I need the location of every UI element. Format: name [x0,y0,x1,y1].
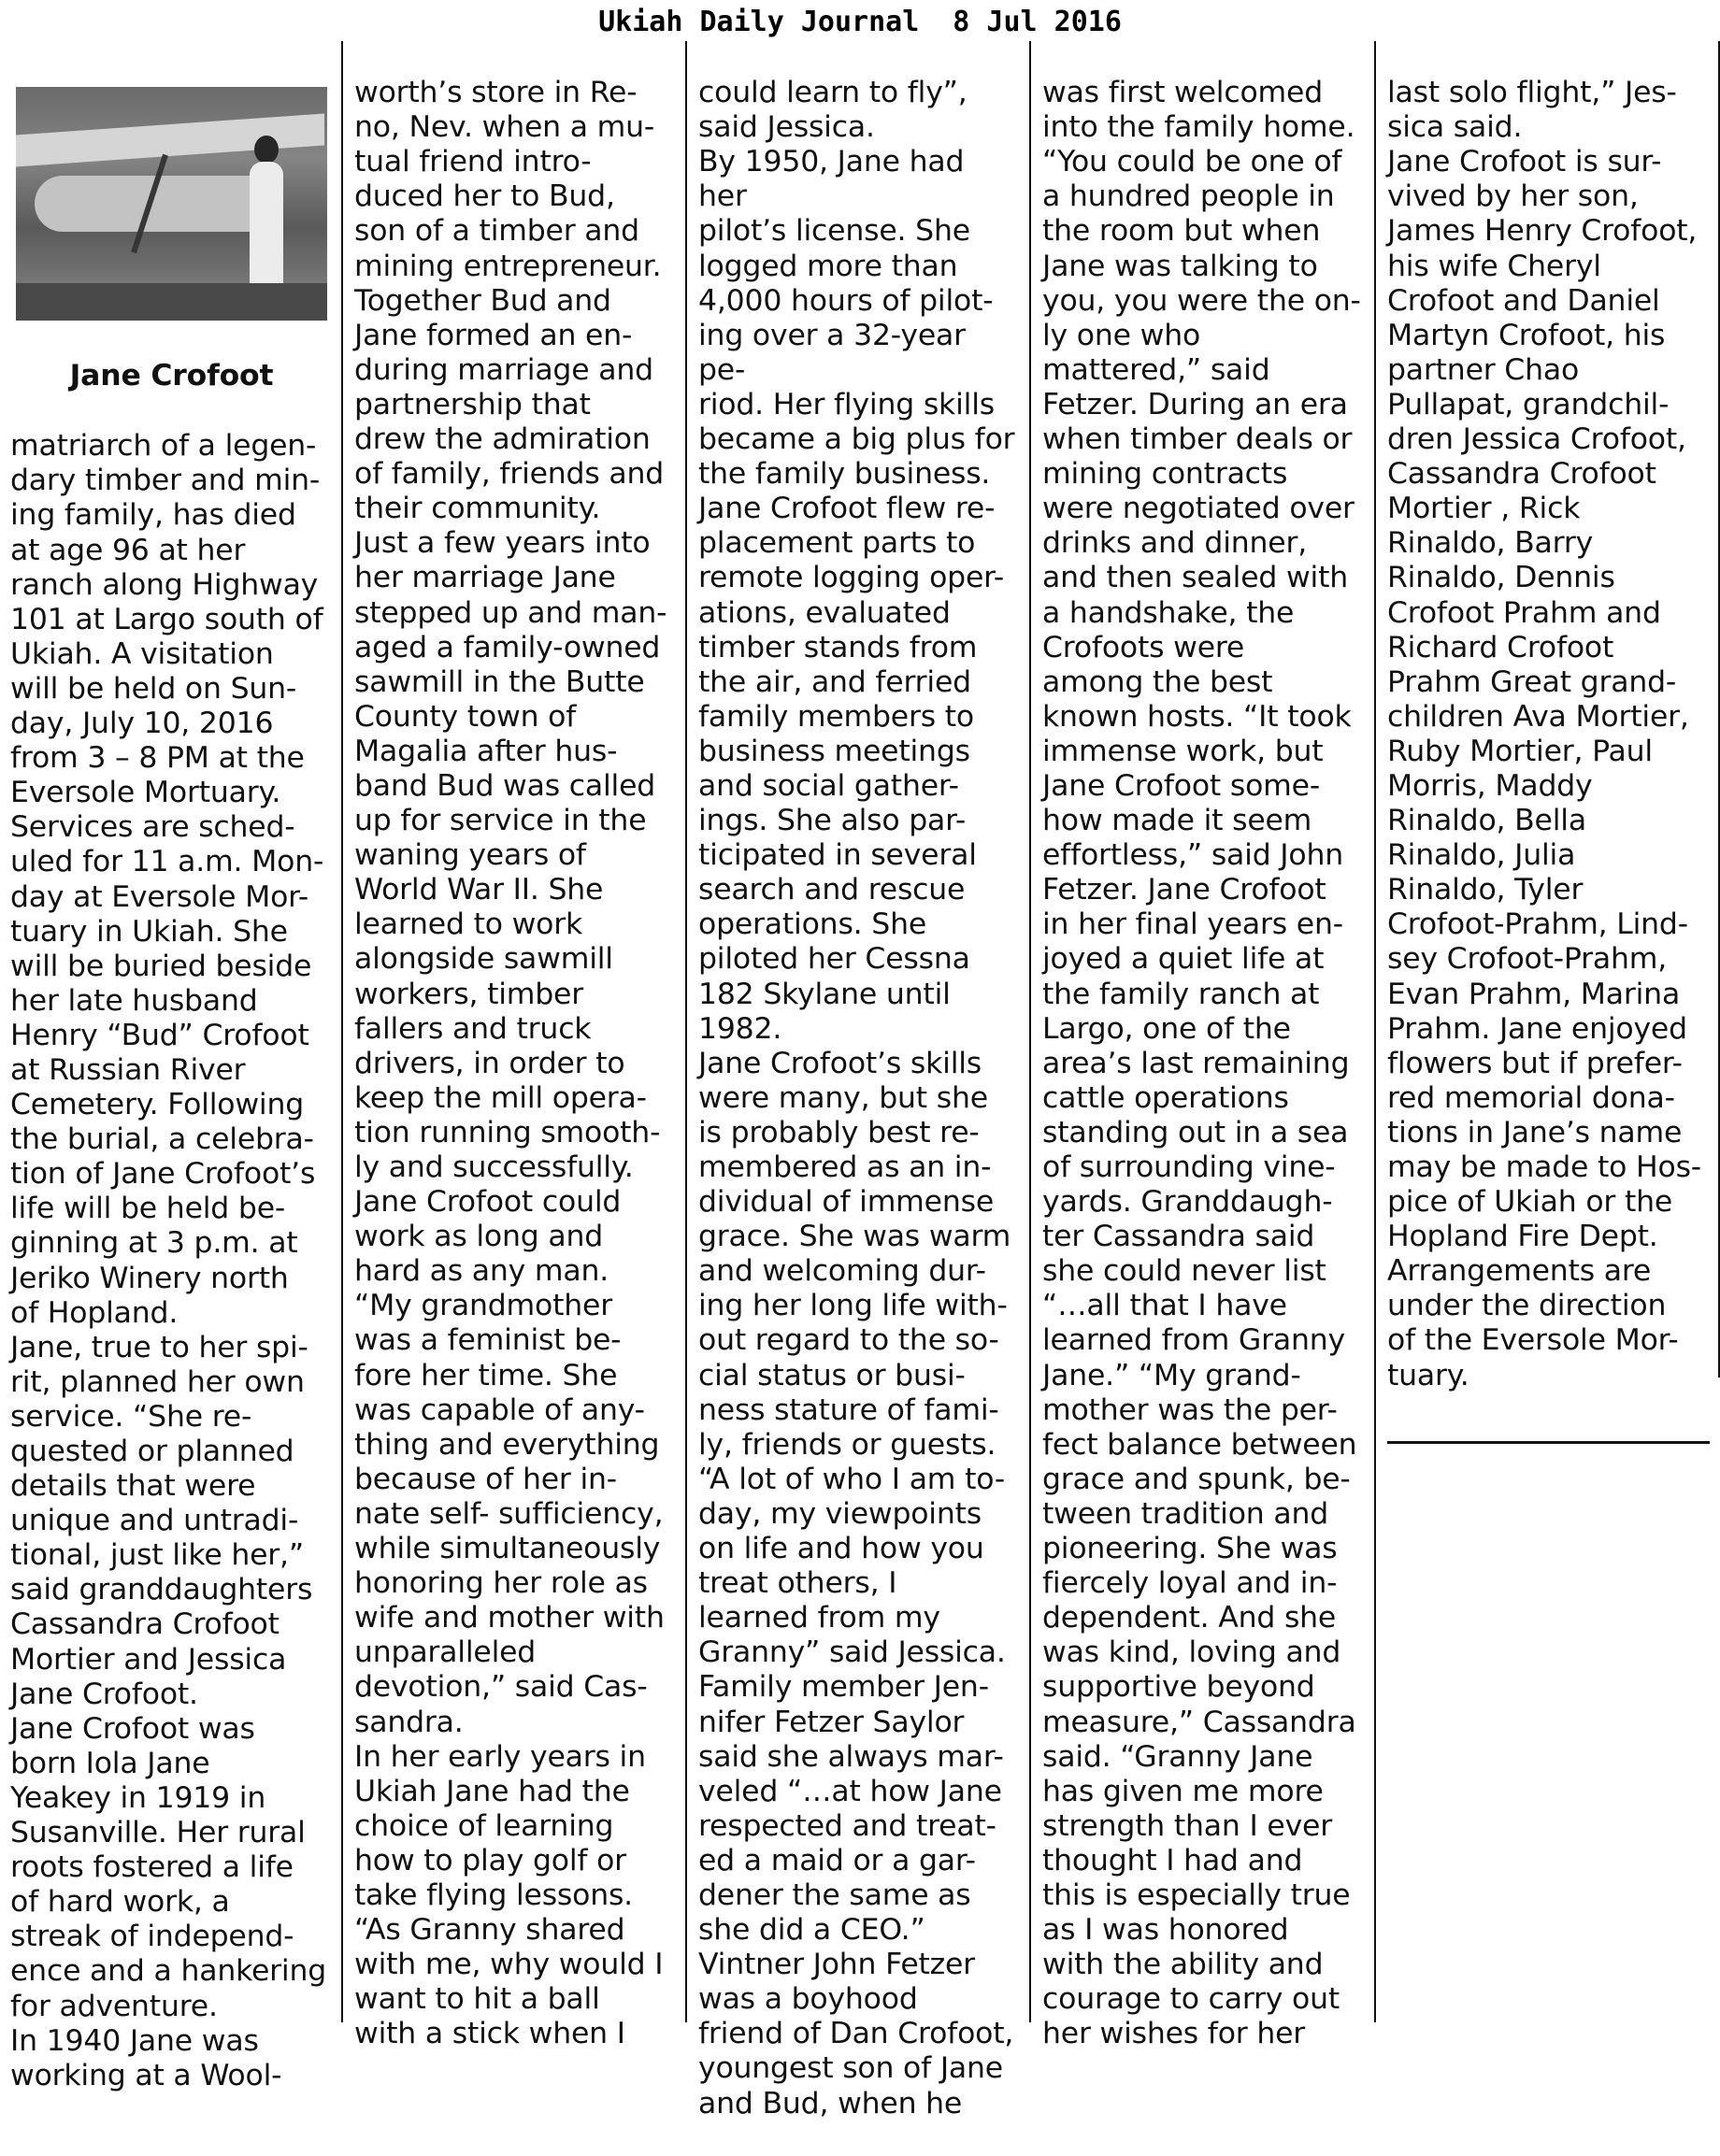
publication-name: Ukiah Daily Journal [598,6,920,38]
photo-ground [16,283,327,321]
column-5-text: last solo flight,” Jes- sica said. Jane Crofoot is sur- vived by her son, James Henry Crofoot, his wife Cheryl Crofoot and Daniel Martyn Crofoot, his partner Chao Pullapat, grandchil- dren Jessica Crofoot, Cassandra Crofoot Mortier , Rick Rinaldo, Barry Rinaldo, Dennis Crofoot Prahm and Richard Crofoot Prahm Great grand- children Ava Mortier, Ruby Mortier, Paul Morris, Maddy Rinaldo, Bella Rinaldo, Julia Rinaldo, Tyler Crofoot-Prahm, Lind- sey Crofoot-Prahm, Evan Prahm, Marina Prahm. Jane enjoyed flowers but if prefer- red memorial dona- tions in Jane’s name may be made to Hos- pice of Ukiah or the Hopland Fire Dept. Arrangements are under the direction of the Eversole Mor- tuary. [1387,76,1701,1392]
publication-date: 8 Jul 2016 [953,6,1122,38]
article-column-5 [1387,41,1710,1478]
column-1-text: matriarch of a legen- dary timber and min- ing family, has died at age 96 at her ranch along Highway 101 at Largo south of Ukiah. A visitation will be held on Sun- day, July 10, 2016 from 3 – 8 PM at the Eversole Mortuary. Services are sched- uled for 11 a.m. Mon- day at Eversole Mor- tuary in Ukiah. She will be buried beside her late husband Henry “Bud” Crofoot at Russian River Cemetery. Following the burial, a celebra- tion of Jane Crofoot’s life will be held be- ginning at 3 p.m. at Jeriko Winery north of Hopland. Jane, true to her spi- rit, planned her own service. “She re- quested or planned details that were unique and untradi- tional, just like her,” said granddaughters Cassandra Crofoot Mortier and Jessica Jane Crofoot. Jane Crofoot was born Iola Jane Yeakey in 1919 in Susanville. Her rural roots fostered a life of hard work, a streak of independ- ence and a hankering for adventure. In 1940 Jane was working at a Wool- [10,429,327,2092]
article-column-2 [354,41,677,2087]
article-column-4 [1042,41,1369,2087]
column-3-text: could learn to fly”, said Jessica. By 1950, Jane had her pilot’s license. She logged more than 4,000 hours of pilot- ing over a 32-year pe- riod. Her flying skills became a big plus for the family business. Jane Crofoot flew re- placement parts to remote logging oper- ations, evaluated timber stands from the air, and ferried family members to business meetings and social gather- ings. She also par- ticipated in several search and rescue operations. She piloted her Cessna 182 Skylane until 1982. Jane Crofoot’s skills were many, but she is probably best re- membered as an in- dividual of immense grace. She was warm and welcoming dur- ing her long life with- out regard to the so- cial status or busi- ness stature of fami- ly, friends or guests. “A lot of who I am to- day, my viewpoints on life and how you treat others, I learned from my Granny” said Jessica. Family member Jen- nifer Fetzer Saylor said she always mar- veled “…at how Jane respected and treat- ed a maid or a gar- dener the same as she did a CEO.” Vintner John Fetzer was a boyhood friend of Dan Crofoot, youngest son of Jane and Bud, when he [698,76,1015,2120]
portrait-photo [16,87,327,321]
photo-person-head [254,136,279,164]
column-rule-4 [1374,41,1376,2022]
column-rule-1 [341,41,343,2022]
column-4-text: was first welcomed into the family home. “You could be one of a hundred people in the room but when Jane was talking to you, you were the on- ly one who mattered,” said Fetzer. During an era when timber deals or mining contracts were negotiated over drinks and dinner, and then sealed with a handshake, the Crofoots were among the best known hosts. “It took immense work, but Jane Crofoot some- how made it seem effortless,” said John Fetzer. Jane Crofoot in her final years en- joyed a quiet life at the family ranch at Largo, one of the area’s last remaining cattle operations standing out in a sea of surrounding vine- yards. Granddaugh- ter Cassandra said she could never list “…all that I have learned from Granny Jane.” “My grand- mother was the per- fect balance between grace and spunk, be- tween tradition and pioneering. She was fiercely loyal and in- dependent. And she was kind, loving and supportive beyond measure,” Cassandra said. “Granny Jane has given me more strength than I ever thought I had and this is especially true as I was honored with the ability and courage to carry out her wishes for her [1042,76,1361,2051]
article-column-1 [10,41,333,2128]
article-column-3 [698,41,1021,2156]
photo-plane-wing [16,114,324,167]
column-rule-2 [685,41,687,2022]
masthead [0,6,1720,39]
article-end-rule [1387,1441,1710,1444]
photo-person [250,162,283,302]
photo-caption: Jane Crofoot [69,359,274,393]
column-rule-3 [1029,41,1031,2022]
column-2-text: worth’s store in Re- no, Nev. when a mu- tual friend intro- duced her to Bud, son of a timber and mining entrepreneur. Together Bud and Jane formed an en- during marriage and partnership that drew the admiration of family, friends and their community. Just a few years into her marriage Jane stepped up and man- aged a family-owned sawmill in the Butte County town of Magalia after hus- band Bud was called up for service in the waning years of World War II. She learned to work alongside sawmill workers, timber fallers and truck drivers, in order to keep the mill opera- tion running smooth- ly and successfully. Jane Crofoot could work as long and hard as any man. “My grandmother was a feminist be- fore her time. She was capable of any- thing and everything because of her in- nate self- sufficiency, while simultaneously honoring her role as wife and mother with unparalleled devotion,” said Cas- sandra. In her early years in Ukiah Jane had the choice of learning how to play golf or take flying lessons. “As Granny shared with me, why would I want to hit a ball with a stick when I [354,76,667,2051]
